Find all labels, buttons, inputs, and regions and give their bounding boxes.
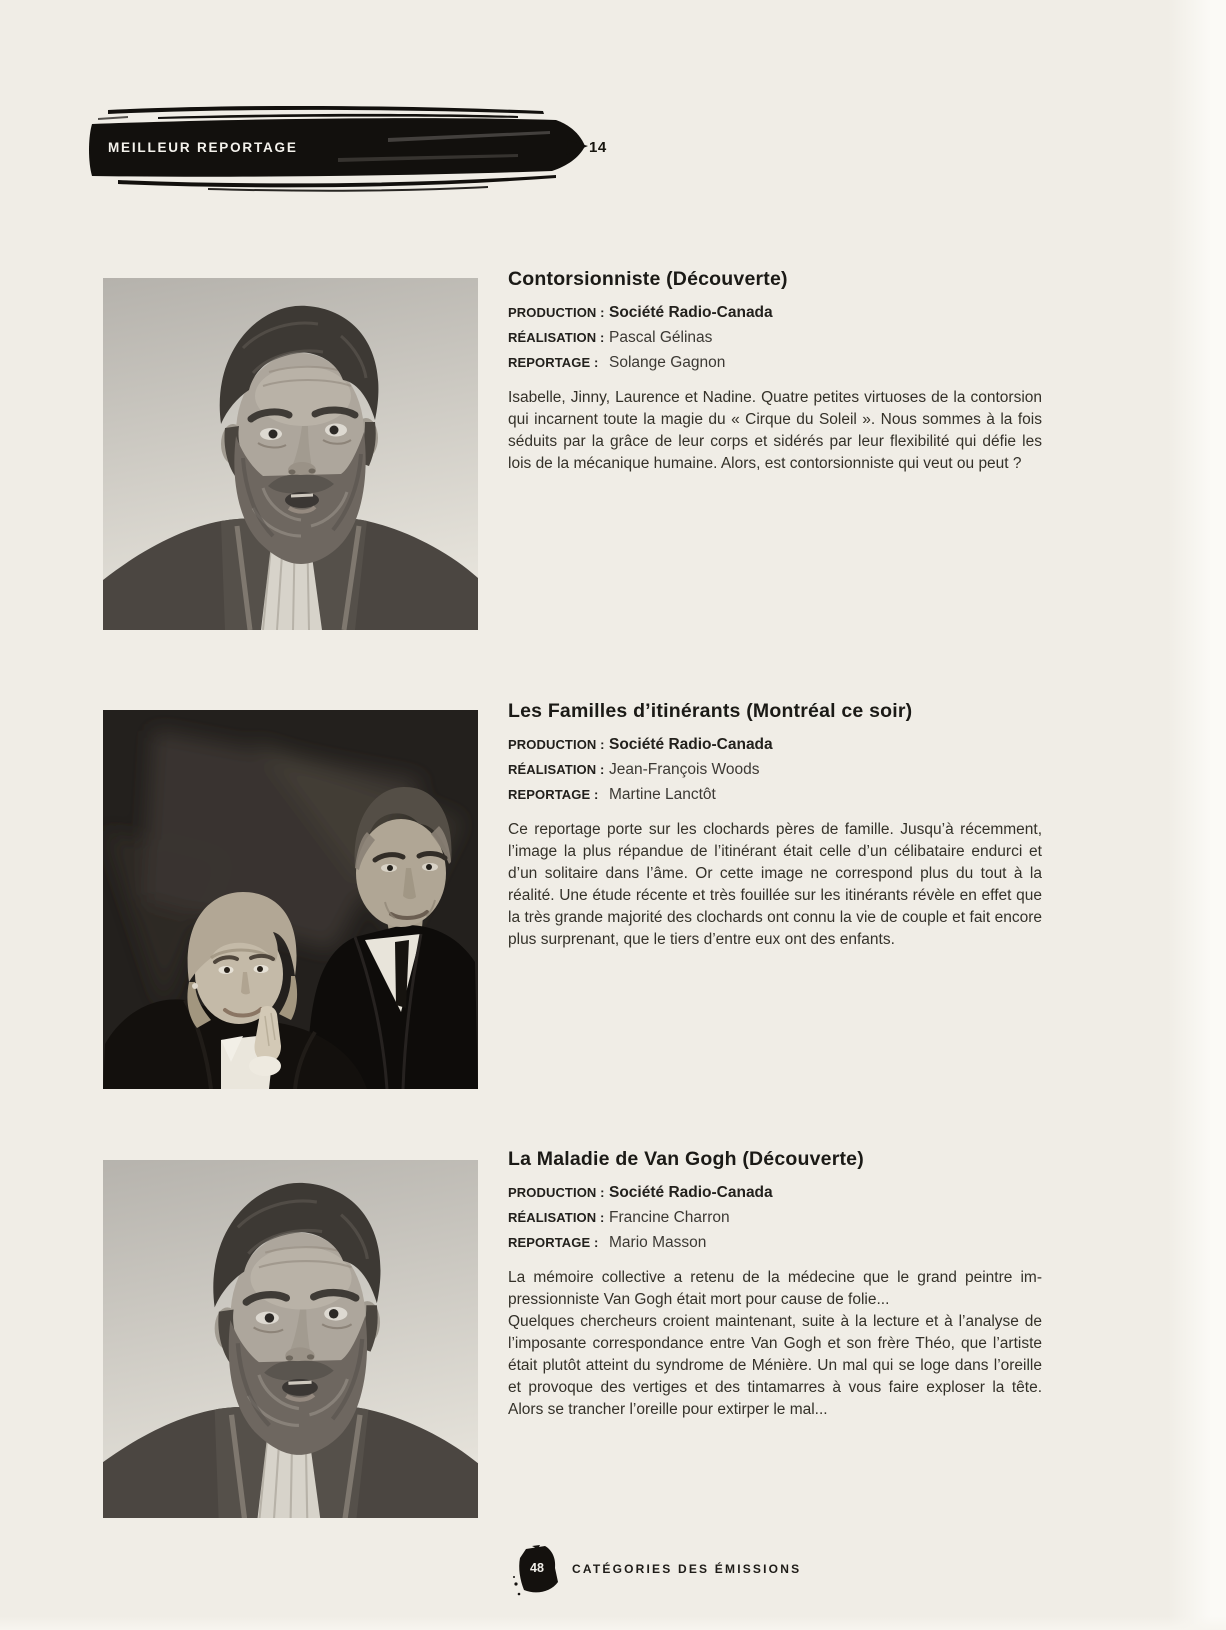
page-edge-highlight: [1168, 0, 1226, 1630]
credit-row-production: [508, 1184, 1042, 1209]
credit-value: Mario Masson: [609, 1234, 707, 1251]
footer-section-label: CATÉGORIES DES ÉMISSIONS: [572, 1562, 802, 1576]
two-anchors-photo: [103, 710, 478, 1089]
credit-row-production: [508, 736, 1042, 761]
footer-page-number: 48: [530, 1561, 544, 1575]
credit-value: Martine Lanctôt: [609, 786, 716, 803]
entry-paragraph: Quelques chercheurs croient maintenant, suite à la lecture et à l’analyse de l’imposante correspondance entre Van Gogh et son frère Théo, que l’artiste était plutôt atteint du syndrome de Ménière. Un mal qui se loge dans l’oreille et provoque des vertiges et des tintamarres à vous faire exploser la tête. Alors se trancher l’oreille pour extirper le mal...: [508, 1313, 1042, 1418]
credit-row-realisation: [508, 761, 1042, 786]
credit-value: Société Radio-Canada: [609, 304, 773, 321]
credit-label: RÉALISATION :: [508, 1210, 605, 1225]
bearded-man-portrait-photo: [103, 278, 478, 630]
page-edge-highlight-bottom: [0, 1616, 1226, 1630]
credit-row-reportage: [508, 1234, 1042, 1259]
bearded-man-portrait-photo: [103, 1160, 478, 1518]
credit-value: Pascal Gélinas: [609, 329, 713, 346]
entry-credits: [508, 1184, 1042, 1259]
credit-label: REPORTAGE :: [508, 1235, 599, 1250]
entry-paragraph: Isabelle, Jinny, Laurence et Nadine. Quatre petites virtuoses de la contorsion qui incarnent toute la magie du « Cirque du Soleil ». Nous sommes à la fois séduits par la grâce de leur corps et sidérés par leur flexibilité qui défie les lois de la mécanique humaine. Alors, est contorsionniste qui veut ou peut ?: [508, 389, 1042, 472]
photo-van-gogh-entry: [103, 1160, 478, 1518]
credit-label: PRODUCTION :: [508, 305, 605, 320]
page-number-top: 14: [589, 139, 607, 156]
section-title: MEILLEUR REPORTAGE: [108, 140, 298, 155]
credit-value: Jean-François Woods: [609, 761, 760, 778]
section-banner: [88, 100, 588, 192]
credit-row-production: [508, 304, 1042, 329]
entry-title: Contorsionniste (Découverte): [508, 268, 788, 290]
credit-label: RÉALISATION :: [508, 330, 605, 345]
entry-title: La Maladie de Van Gogh (Découverte): [508, 1148, 864, 1170]
entry-description: [508, 819, 1042, 951]
entry-van-gogh: [508, 1148, 1042, 1421]
credit-label: PRODUCTION :: [508, 737, 605, 752]
credit-label: REPORTAGE :: [508, 355, 599, 370]
entry-paragraph: La mémoire collective a retenu de la médecine que le grand peintre impressionniste Van Gogh était mort pour cause de folie...: [508, 1269, 1042, 1308]
entry-title: Les Familles d’itinérants (Montréal ce soir): [508, 700, 913, 722]
entry-contorsionniste: [508, 268, 1042, 475]
entry-credits: [508, 736, 1042, 811]
credit-label: REPORTAGE :: [508, 787, 599, 802]
credit-row-reportage: [508, 354, 1042, 379]
entry-description: [508, 387, 1042, 475]
credit-row-realisation: [508, 1209, 1042, 1234]
credit-value: Société Radio-Canada: [609, 736, 773, 753]
credit-row-reportage: [508, 786, 1042, 811]
entry-familles-itinerants: [508, 700, 1042, 951]
entry-paragraph: Ce reportage porte sur les clochards pères de famille. Jusqu’à récemment, l’image la plus répandue de l’itinérant était celle d’un célibataire endurci et d’un solitaire dans l’âme. Or cette image ne correspond plus du tout à la réalité. Une étude récente et très fouillée sur les itinérants révèle en effet que la très grande majorité des clochards ont connu la vie de couple et fait encore plus surprenant, que le tiers d’entre eux ont des enfants.: [508, 821, 1042, 948]
credit-value: Société Radio-Canada: [609, 1184, 773, 1201]
credit-value: Solange Gagnon: [609, 354, 726, 371]
credit-row-realisation: [508, 329, 1042, 354]
credit-label: RÉALISATION :: [508, 762, 605, 777]
photo-contorsionniste: [103, 278, 478, 630]
entry-description: [508, 1267, 1042, 1421]
entry-credits: [508, 304, 1042, 379]
credit-value: Francine Charron: [609, 1209, 730, 1226]
photo-familles-itinerants: [103, 710, 478, 1089]
credit-label: PRODUCTION :: [508, 1185, 605, 1200]
